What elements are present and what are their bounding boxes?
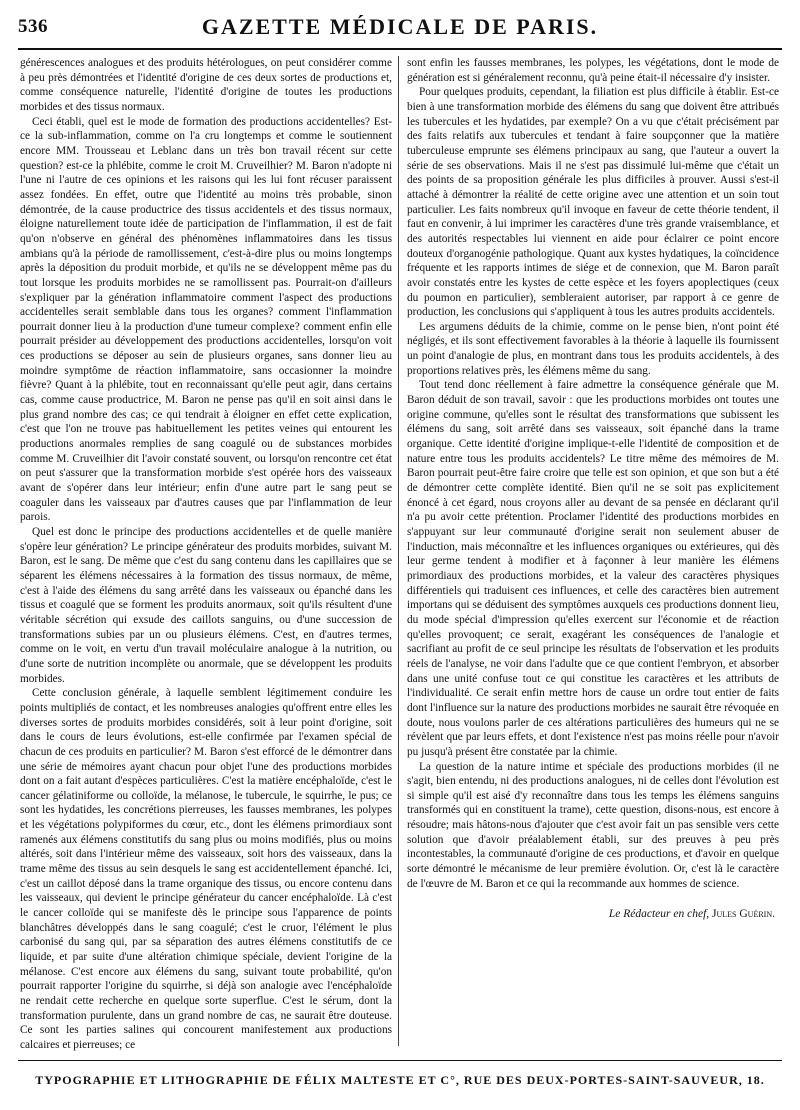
- paragraph: sont enfin les fausses membranes, les polypes, les végétations, dont le mode de génération est si généralement reconnu, qu'à peine était-il nécessaire d'y insister.: [407, 57, 779, 84]
- page-header: [18, 8, 782, 50]
- paragraph: La question de la nature intime et spéciale des productions morbides (il ne s'agit, bien entendu, ni des productions analogues, ni de celles dont l'évolution est si simple qu'il est aisé d'y reconnaître dans tous les temps les élémens sanguins transformés qui en constituent la trame), cette question, disons-nous, est encore à résoudre; mais hâtons-nous d'ajouter que c'est avoir fait un pas sensible vers cette solution que d'avoir préalablement établi, sur des preuves à peu près incontestables, la communauté d'origine de ces productions, et d'avoir en quelque sorte démontré le mécanisme de leur première évolution. Or, c'est là le caractère de l'œuvre de M. Baron et ce qui la recommande aux hommes de science.: [407, 760, 779, 890]
- paragraph: Pour quelques produits, cependant, la filiation est plus difficile à établir. Est-ce bien à une transformation morbide des élémens du sang que doivent être attribués les tubercules et les hydatides, par exemple? On a vu que c'était précisément par des faits relatifs aux tubercules et tendant à faire soupçonner que la matière tuberculeuse emprunte ses élémens principaux au sang, que l'auteur a ouvert la série de ses observations. Mais il ne s'est pas dissimulé lui-même que c'était un des points de sa proposition générale les plus difficiles à prouver. Aussi s'est-il attaché à démontrer la réalité de cette origine avec une attention et un soin tout particulier. Les faits nombreux qu'il invoque en faveur de cette théorie tendent, il faut en convenir, à lui imprimer les caractères d'une très grande vraisemblance, et des autorités respectables lui viennent en aide pour éclairer ce point encore douteux d'organogénie pathologique. Quant aux kystes hydatiques, la coïncidence fréquente et les rapports intimes de siége et de connexion, que M. Baron paraît avoir constatés entre les kystes de cette espèce et les foyers apoplectiques (ceux du poumon en particulier), sembleraient autoriser, par rapport à ce genre de production, les conclusions qui s'appliquent à tous les autres produits accidentels.: [407, 86, 779, 319]
- paragraph: générescences analogues et des produits hétérologues, on peut considérer comme à peu près démontrées et l'identité d'origine de ces deux sortes de productions et, comme conséquence naturelle, l'identité d'origine de toutes les productions morbides et des tissus normaux.: [20, 57, 392, 113]
- left-column: [20, 56, 392, 1053]
- paragraph: Tout tend donc réellement à faire admettre la conséquence générale que M. Baron déduit de son travail, savoir : que les productions morbides ont toutes une origine commune, qu'elles sont le résultat des transformations que subissent les élémens du sang, soit arrêté dans ses vaisseaux, soit épanché dans la trame organique. Cette identité d'origine implique-t-elle l'identité de composition et de nature entre tous les produits accidentels? Le titre même des mémoires de M. Baron pourrait peut-être faire croire que telle est son opinion, et que son but a été de démontrer cette complète identité. Bien qu'il ne se soit pas explicitement énoncé à cet égard, nous croyons aller au devant de sa pensée en déclarant qu'il n'a pu avoir cette prétention. Proclamer l'identité des productions morbides en s'appuyant sur leur communauté d'origine serait non seulement abuser de l'induction, mais méconnaître et les influences organiques ou extérieures, qui dès leur germe tendent à modifier et à façonner à leur manière les élémens primordiaux des productions morbides, et la valeur des caractères physiques différentiels qui traduisent ces influences, et celle des caractères bien autrement importans qui se déduisent des symptômes auxquels ces productions donnent lieu, du mode spécial d'impression qu'elles exercent sur l'économie et de réaction qu'elles provoquent; ce serait, exagérant les conséquences de l'analogie et sacrifiant au profit de ce seul principe les résultats de l'observation et les produits réels de l'analyse, ne voir dans l'adulte que ce que contient l'embryon, et absorber dans une unité confuse tout ce qui constitue les caractères et les attributs de l'individualité. Ce serait enfin mettre hors de cause un ordre tout entier de faits dont l'influence sur la nature des productions morbides ne saurait être révoquée en doute, nous voulons parler de ces altérations particulières des humeurs qui ne se révèlent que par leurs effets, et dont l'existence n'est pas moins réelle pour n'avoir pu jusqu'à présent être constatée par la chimie.: [407, 379, 779, 758]
- column-divider: [398, 56, 399, 1046]
- paragraph: Quel est donc le principe des productions accidentelles et de quelle manière s'opère leur génération? Le principe générateur des produits morbides, suivant M. Baron, est le sang. De même que c'est du sang contenu dans les capillaires que se séparent les élémens nécessaires à la formation des tissus normaux, de même, c'est à l'aide des élémens du sang arrêté dans les vaisseaux ou épanché dans les tissus et coagulé que se forment les produits anormaux, soit qu'ils résultent d'une véritable sécrétion qui exsude des caillots sanguins, ou d'une succession de transformations subies par un ou plusieurs élémens. C'est, en d'autres termes, comme on le voit, en vertu d'un travail moléculaire analogue à la nutrition, ou d'une sorte de nutrition incomplète ou anormale, que se développent les produits morbides.: [20, 526, 392, 685]
- paragraph: Les argumens déduits de la chimie, comme on le pense bien, n'ont point été négligés, et ils sont effectivement favorables à la théorie à laquelle ils fournissent un point d'analogie de plus, en montrant dans tous les produits accidentels, à des proportions relatives près, les élémens même du sang.: [407, 320, 779, 377]
- page-number: 536: [18, 16, 48, 37]
- signature-role: Le Rédacteur en chef,: [608, 908, 710, 921]
- signature-name: Jules Guérin.: [712, 908, 775, 921]
- journal-title: GAZETTE MÉDICALE DE PARIS.: [201, 14, 599, 39]
- paragraph: Cette conclusion générale, à laquelle semblent légitimement conduire les points multipliés de contact, et les nombreuses analogies qu'offrent entre elles les diverses sortes de produits morbides considérés, soit à leur point d'origine, soit dans le cours de leurs évolutions, est-elle confirmée par l'examen spécial de chacun de ces produits en particulier? M. Baron s'est efforcé de le démontrer dans une série de mémoires ayant chacun pour objet l'une des productions morbides dont on a fait autant d'espèces particulières. C'est la matière encéphaloïde, c'est le cancer gélatiniforme ou colloïde, la mélanose, le tubercule, le squirrhe, le pus; ce sont les hydatides, les concrétions pierreuses, les fausses membranes, les polypes et les végétations polypiformes du cœur, etc., dont les élémens primordiaux sont ramenés aux élémens constitutifs du sang plus ou moins modifiés, plus ou moins altérés, soit dans l'intérieur même des vaisseaux, soit hors des vaisseaux, dans la trame même des tissus au sein desquels le sang est accidentellement épanché. Ici, c'est un caillot déposé dans la trame organique des tissus, ou encore contenu dans les vaisseaux, qui devient le principe générateur du cancer encéphaloïde. Là c'est le cancer colloïde qui se manifeste dès le principe sous l'apparence de points blanchâtres développés dans le sang coagulé; c'est le cruor, l'élément le plus carbonisé du sang qui, par sa séparation des autres élémens constitutifs de ce liquide, et par suite d'une altération chimique spéciale, devient l'origine de la mélanose. C'est encore aux élémens du sang, suivant toute probabilité, qu'on pourrait rapporter l'origine du squirrhe, si déjà son analogie avec l'encéphaloïde ne rendait cette recherche en quelque sorte superflue. C'est le sérum, dont la transformation purulente, dans un grand nombre de cas, ne saurait être douteuse. Ce sont les parties salines qui concourent manifestement aux productions calcaires et pierreuses; ce: [20, 687, 392, 1051]
- editor-signature: [407, 907, 779, 922]
- right-column: [407, 56, 779, 922]
- paragraph: Ceci établi, quel est le mode de formation des productions accidentelles? Est-ce la sub-inflammation, comme on l'a cru longtemps et comme le soutiennent encore MM. Trousseau et Leblanc dans un très bon travail récent sur cette question? est-ce la phlébite, comme le croit M. Cruveilhier? M. Baron n'adopte ni l'une ni l'autre de ces opinions et les raisons qui les lui font récuser paraissent assez fondées. En effet, outre que l'identité au moins très probable, sinon démontrée, de la cause productrice des tissus accidentels et des tissus normaux, éloigne naturellement toute idée de participation de l'inflammation, il est de fait qu'on n'observe en général des phénomènes inflammatoires dans les tissus ambians qu'à la période de ramollissement, c'est-à-dire plus ou moins longtemps après la déposition du produit morbide, et qu'ils ne se développent même pas du tout lorsque les produits morbides ne se ramollissent pas. Pourrait-on d'ailleurs s'expliquer par la génération inflammatoire comment l'aspect des productions accidentelles serait semblable dans tous les organes? comment l'inflammation pourrait donner lieu à la production d'une tumeur complexe? comment enfin elle pourrait présider au développement des productions accidentelles, lorsqu'on voit ces productions se déposer au sein de plusieurs organes, sans donner lieu au moindre symptôme de réaction inflammatoire, sans occasionner la moindre fièvre? Quant à la phlébite, tout en reconnaissant qu'elle peut agir, dans certains cas, comme cause productrice, M. Baron ne pense pas qu'il en soit ainsi dans le plus grand nombre des cas; ce qui tendrait à éloigner en effet cette explication, c'est que l'on ne trouve pas habituellement les petites veines qui entourent les productions anormales remplies de sang coagulé ou de substances morbides comme M. Cruveilhier dit l'avoir constaté souvent, ou lorsqu'on rencontre cet état on peut s'assurer que la transformation morbide s'est opérée hors des vaisseaux avant de s'opérer dans leur intérieur; enfin d'une autre part le sang peut se coaguler dans les vaisseaux par d'autres causes que par l'inflammation de leur parois.: [20, 115, 392, 524]
- printer-imprint: TYPOGRAPHIE ET LITHOGRAPHIE DE FÉLIX MALTESTE ET C°, RUE DES DEUX-PORTES-SAINT-SAUVEUR, 18.: [18, 1060, 782, 1088]
